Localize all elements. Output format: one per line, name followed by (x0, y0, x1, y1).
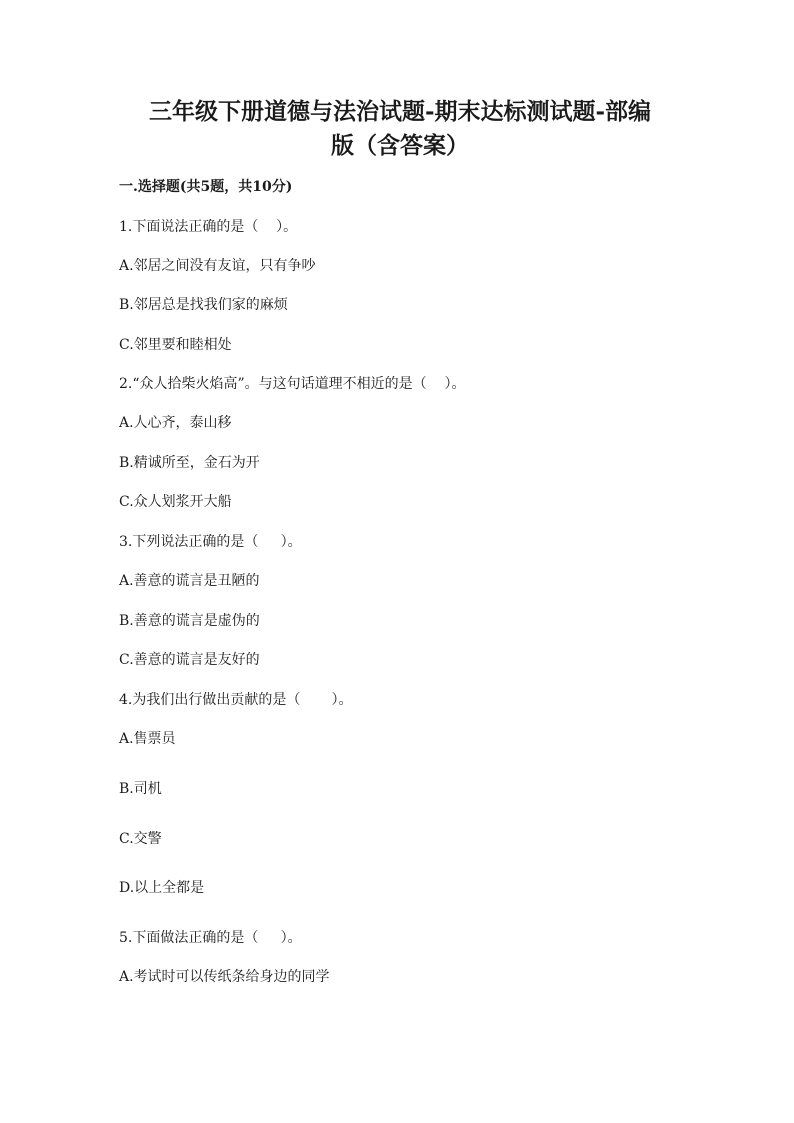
question-1-stem: 1.下面说法正确的是（ ）。 (119, 219, 298, 235)
question-4-option-c: C.交警 (119, 831, 162, 847)
document-title-line-1: 三年级下册道德与法治试题-期末达标测试题-部编 (148, 98, 652, 125)
question-1-option-c: C.邻里要和睦相处 (119, 337, 232, 353)
question-5-stem: 5.下面做法正确的是（ ）。 (119, 930, 302, 946)
question-3-option-a: A.善意的谎言是丑陋的 (119, 573, 260, 589)
question-4-stem: 4.为我们出行做出贡献的是（ ）。 (119, 692, 353, 708)
question-4-option-d: D.以上全都是 (119, 880, 205, 896)
question-4-option-a: A.售票员 (119, 731, 176, 747)
question-1-option-b: B.邻居总是找我们家的麻烦 (119, 297, 288, 313)
question-2-option-c: C.众人划浆开大船 (119, 494, 232, 510)
section-heading: 一.选择题(共5题，共10分) (119, 179, 293, 195)
question-2-option-b: B.精诚所至，金石为开 (119, 455, 260, 471)
question-3-option-b: B.善意的谎言是虚伪的 (119, 613, 260, 629)
question-2-stem: 2.“众人拾柴火焰高”。与这句话道理不相近的是（ ）。 (119, 376, 466, 392)
question-3-option-c: C.善意的谎言是友好的 (119, 652, 260, 668)
question-1-option-a: A.邻居之间没有友谊，只有争吵 (119, 258, 316, 274)
question-2-option-a: A.人心齐，泰山移 (119, 415, 232, 431)
document-title-line-2: 版（含答案） (331, 132, 469, 159)
question-4-option-b: B.司机 (119, 781, 162, 797)
question-5-option-a: A.考试时可以传纸条给身边的同学 (119, 969, 330, 985)
question-3-stem: 3.下列说法正确的是（ ）。 (119, 534, 302, 550)
